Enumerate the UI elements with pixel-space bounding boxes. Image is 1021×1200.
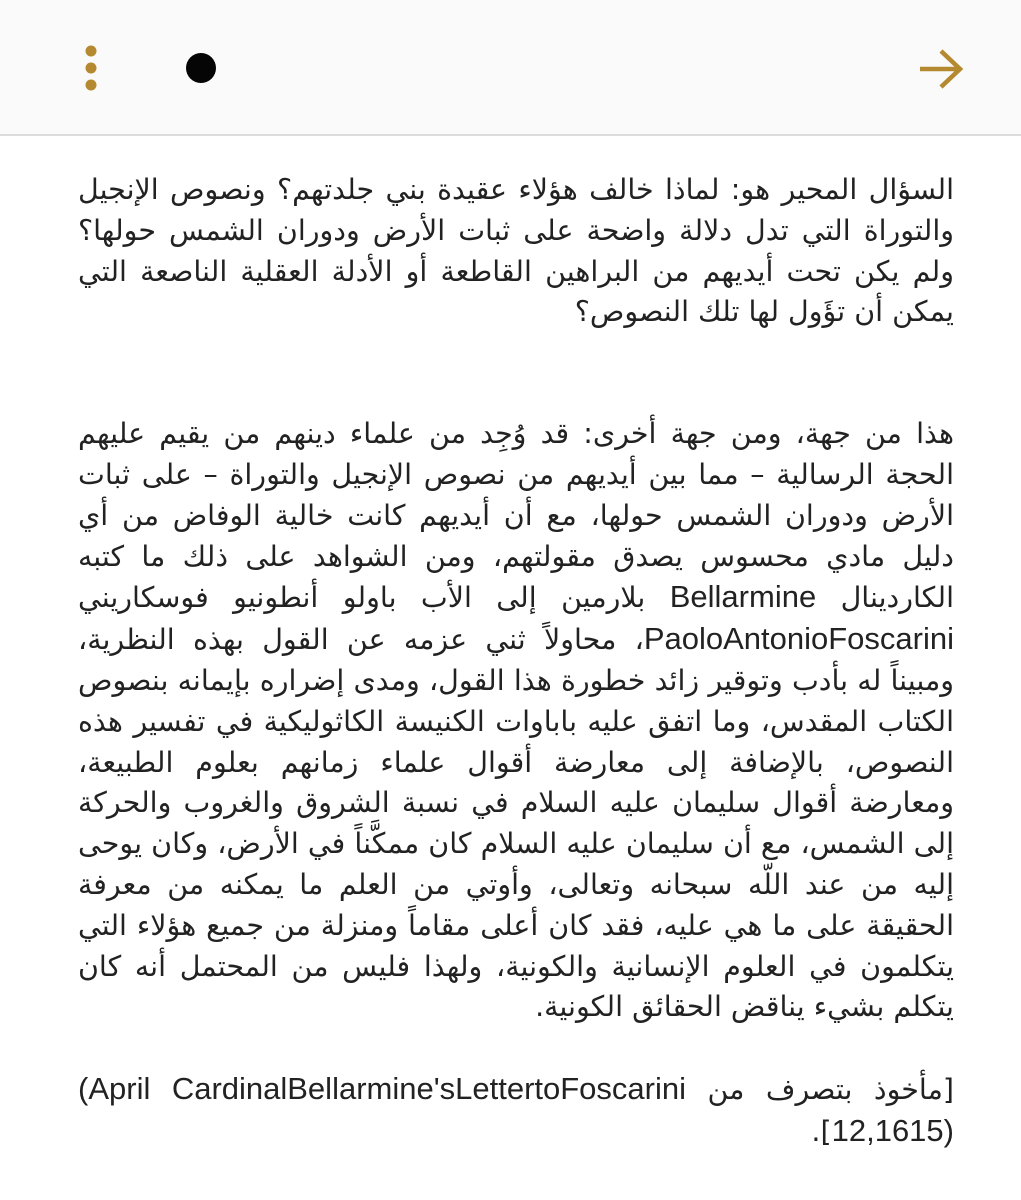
- paragraph-text: هذا من جهة، ومن جهة أخرى: قد وُجِد من علماء دينهم من يقيم عليهم الحجة الرسالية – مما بين أيديهم من نصوص الإنجيل والتوراة – على ثبات الأرض ودوران الشمس حولها، مع أن أيديهم كانت خالية الوفاض من أي دليل مادي محسوس يصدق مقولتهم، ومن الشواهد على ذلك ما كتبه الكاردينال: [78, 417, 954, 615]
- paragraph-bellarmine: [78, 414, 954, 1028]
- citation-title: CardinalBellarmine'sLettertoFoscarini: [171, 1071, 687, 1107]
- name-bellarmine: Bellarmine: [669, 579, 817, 615]
- citation-date: (April 12,1615): [78, 1071, 954, 1148]
- arrow-forward-icon: [916, 47, 966, 91]
- paragraph-text: بلارمين إلى الأب باولو أنطونيو فوسكاريني: [78, 581, 646, 615]
- paragraph-text: ، محاولاً ثني عزمه عن القول بهذه النظرية، ومبيناً له بأدب وتوقير زائد خطورة هذا القول، ومدى إضراره بإيمانه بنصوص الكتاب المقدس، وما اتفق عليه باباوات الكنيسة الكاثوليكية في تفسير هذه النصوص، بالإضافة إلى معارضة أقوال علماء زمانهم بعلوم الطبيعة، ومعارضة أقوال سليمان عليه السلام في نسبة الشروق والغروب والحركة إلى الشمس، مع أن سليمان عليه السلام كان ممكَّناً في الأرض، وكان يوحى إليه من عند اللّه سبحانه وتعالى، وأوتي من العلم ما يمكنه من معرفة الحقيقة على ما هي عليه، فقد كان أعلى مقاماً ومنزلة من جميع هؤلاء التي يتكلمون في العلوم الإنسانية والكونية، ولهذا فليس من المحتمل أنه كان يتكلم بشيء يناقض الحقائق الكونية.: [78, 623, 954, 1024]
- more-vertical-icon: [84, 44, 98, 92]
- source-citation: [78, 1069, 954, 1153]
- article-body: [78, 170, 954, 1190]
- app-bar: [0, 0, 1021, 136]
- name-foscarini: PaoloAntonioFoscarini: [643, 621, 954, 657]
- citation-prefix: مأخوذ بتصرف من: [707, 1073, 943, 1107]
- paragraph-question: السؤال المحير هو: لماذا خالف هؤلاء عقيدة بني جلدتهم؟ ونصوص الإنجيل والتوراة التي تدل دلالة واضحة على ثبات الأرض ودوران الشمس حولها؟ ولم يكن تحت أيديهم من البراهين القاطعة أو الأدلة العقلية الناصعة التي يمكن أن تؤَول لها تلك النصوص؟: [78, 173, 954, 329]
- more-options-button[interactable]: [66, 30, 116, 106]
- citation-open-bracket: [: [942, 1073, 954, 1107]
- back-button[interactable]: [910, 38, 972, 100]
- record-dot-icon: [186, 53, 216, 83]
- citation-close-bracket: ].: [811, 1114, 832, 1148]
